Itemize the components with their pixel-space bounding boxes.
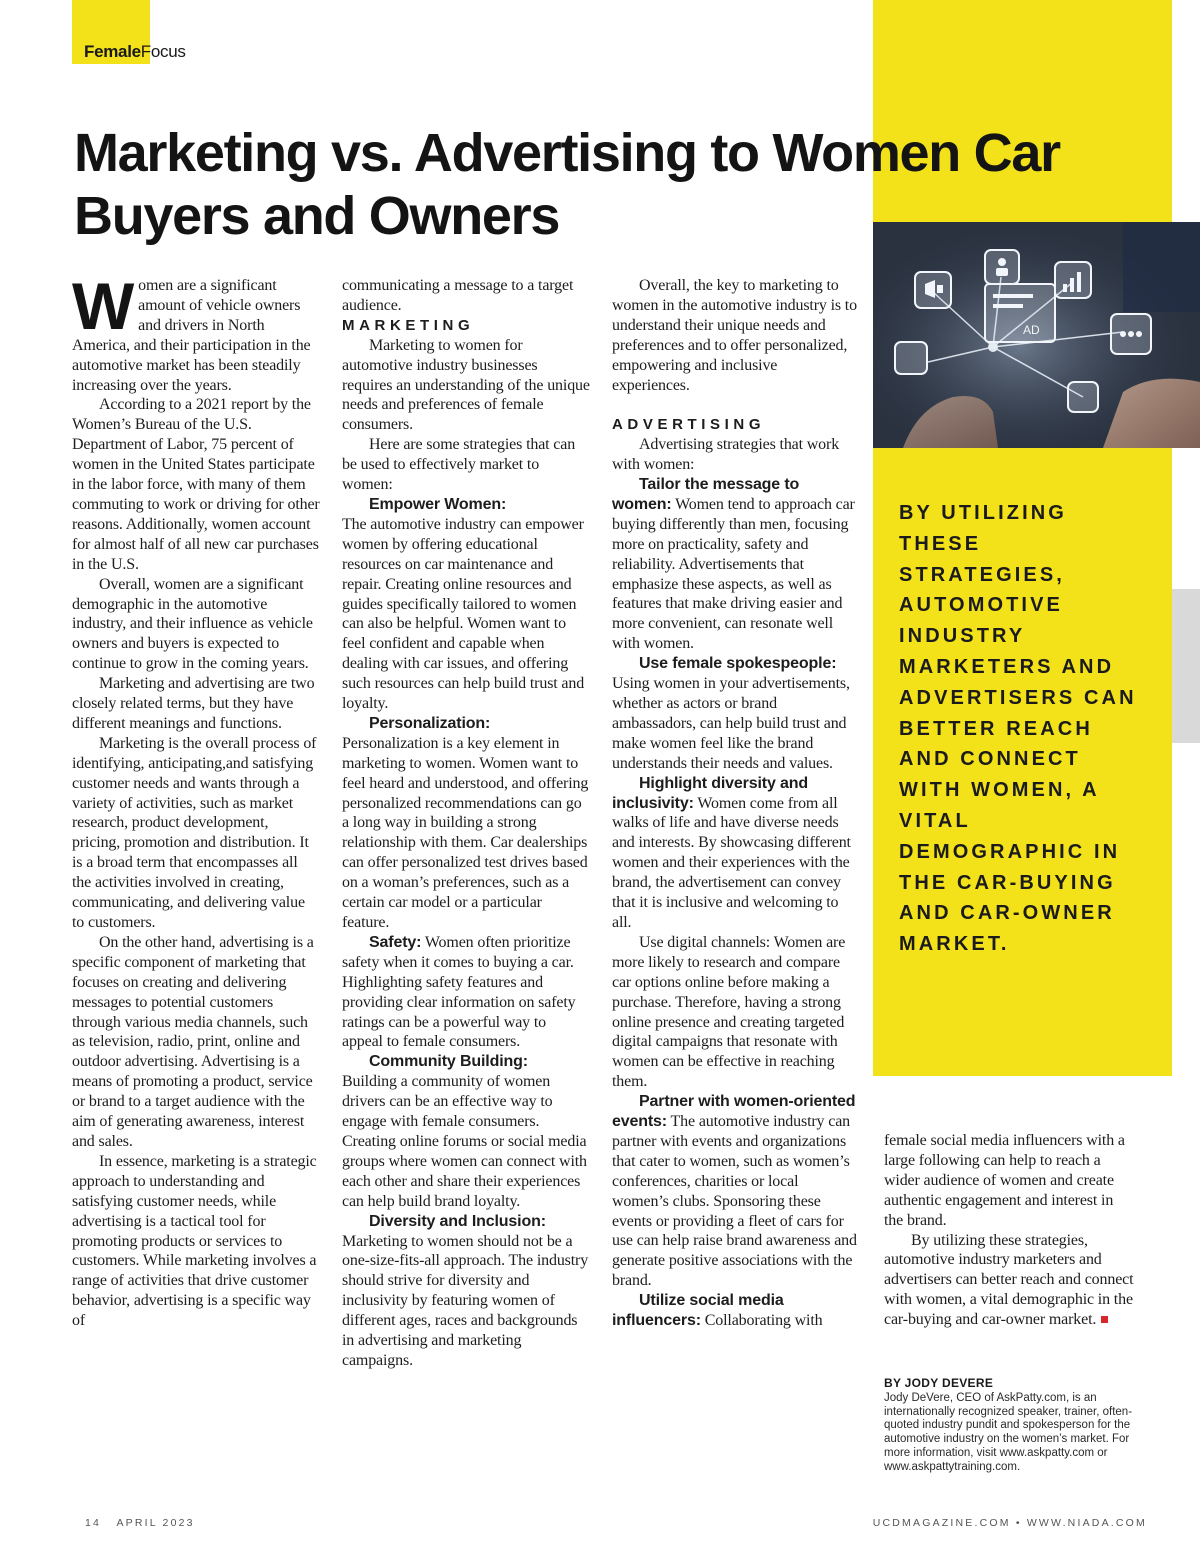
paragraph: Marketing to women for automotive industry businesses requires an understanding of the unique needs and preferences of female consumers. [342, 336, 590, 434]
spacer [612, 395, 858, 415]
digital-marketing-illustration [873, 222, 1200, 448]
strategy-heading-personalization: Personalization: [369, 714, 491, 732]
issue-date: APRIL 2023 [116, 1517, 195, 1529]
ad-strategy-spokespeople [612, 654, 858, 773]
page-edge-band [1172, 589, 1200, 743]
ad-strategy-influencers [612, 1291, 858, 1331]
paragraph: Overall, women are a significant demographic in the automotive industry, and their influence as vehicle owners and buyers is expected to continue to grow in the coming years. [72, 575, 313, 673]
paragraph-intro-text: omen are a significant amount of vehicle owners and drivers in North America, and their participation in the automotive market has been steadily increasing over the years. [72, 277, 311, 394]
ad-heading-tailor: Tailor the message to women: [612, 476, 800, 513]
paragraph: According to a 2021 report by the Women’s Bureau of the U.S. Department of Labor, 75 percent of women in the United States participate in the labor force, with many of them commuting to work or driving for other reasons. Additionally, women account for almost half of all new car purchases in the U.S. [72, 396, 320, 573]
strategy-heading-safety: Safety: [369, 933, 422, 951]
strategy-body-diversity: Marketing to women should not be a one-size-fits-all approach. The industry should strive for diversity and inclusivity by featuring women of different ages, races and backgrounds in advertising and marketing campaigns. [342, 1232, 589, 1369]
ad-body-influencers: Collaborating with [704, 1312, 823, 1330]
article-column-3 [612, 276, 858, 1331]
strategy-body-safety: Women often prioritize safety when it comes to buying a car. Highlighting safety features and providing clear information on safety ratings can be a powerful way to appeal to female consumers. [342, 933, 576, 1051]
page-number: 14 [85, 1517, 102, 1529]
ad-heading-spokespeople: Use female spokespeople: [639, 655, 837, 673]
pull-quote: BY UTILIZING THESE STRATEGIES, AUTOMOTIVE INDUSTRY MARKETERS AND ADVERTISERS CAN BETTER REACH AND CONNECT WITH WOMEN, A VITAL DEMOGRAPHIC IN THE CAR-BUYING AND CAR-OWNER MARKET. [899, 502, 1137, 956]
footer-folio [85, 1517, 195, 1529]
strategy-heading-diversity: Diversity and Inclusion: [369, 1212, 546, 1230]
closing-text: By utilizing these strategies, automotive industry marketers and advertisers can better reach and connect with women, a vital demographic in the car-buying and car-owner market. [884, 1231, 1134, 1329]
section-label-rest: Focus [140, 42, 186, 61]
paragraph: Marketing is the overall process of identifying, anticipating,and satisfying customer needs and wants through a variety of activities, such as market research, product development, pricing, promotion and distribution. It is a broad term that encompasses all the activities involved in creating, communicating, and delivering value to customers. [72, 734, 317, 931]
paragraph: Advertising strategies that work with women: [612, 436, 840, 474]
paragraph: On the other hand, advertising is a specific component of marketing that focuses on creating and delivering messages to potential customers through various media channels, such as television, radio, print, online and outdoor advertising. Advertising is a means of promoting a product, service or brand to a target audience with the aim of generating awareness, interest and sales. [72, 933, 314, 1150]
paragraph: Marketing and advertising are two closely related terms, but they have different meanings and functions. [72, 675, 315, 732]
article-photo [873, 222, 1200, 448]
ad-body-spokespeople: Using women in your advertisements, whether as actors or brand ambassadors, can help build trust and make women feel like the brand understands their needs and values. [612, 675, 850, 772]
ad-icon-label: AD [1023, 323, 1040, 337]
strategy-safety [342, 933, 590, 1052]
paragraph-continued: communicating a message to a target audience. [342, 277, 574, 314]
ad-body-diversity: Women come from all walks of life and have diverse needs and interests. By showcasing different women and their experiences with the brand, the advertisement can convey that it is inclusive and welcoming to all. [612, 794, 851, 931]
ad-strategy-events [612, 1092, 858, 1291]
ad-body-tailor: Women tend to approach car buying differently than men, focusing more on practicality, safety and reliability. Advertisements that emphasize these aspects, as well as features that make driving easier and more convenient, can resonate well with women. [612, 495, 855, 653]
section-label-bold: Female [84, 42, 141, 61]
ad-strategy-tailor [612, 475, 858, 654]
article-column-1 [72, 269, 320, 1331]
strategy-body-personalization: Personalization is a key element in marketing to women. Women want to feel heard and understood, and offering personalized recommendations can go a long way in building a strong relationship with them. Car dealerships can offer personalized test drives based on a woman’s preferences, such as a certain car model or a particular feature. [342, 734, 589, 931]
paragraph: Here are some strategies that can be used to effectively market to women: [342, 436, 576, 494]
author-byline [884, 1376, 1146, 1474]
strategy-heading-community: Community Building: [369, 1053, 528, 1071]
ad-heading-events: Partner with women-oriented events: [612, 1093, 856, 1131]
ad-strategy-digital: Use digital channels: Women are more likely to research and compare car options online before making a purchase. Therefore, having a strong online presence and creating targeted digital campaigns that resonate with women can be effective in reaching them. [612, 933, 846, 1091]
author-name: BY JODY DEVERE [884, 1376, 994, 1390]
footer-websites: UCDMAGAZINE.COM • WWW.NIADA.COM [872, 1517, 1147, 1529]
article-column-4 [884, 1131, 1134, 1330]
strategy-heading-empower: Empower Women: [369, 495, 507, 513]
end-mark-icon [1101, 1316, 1108, 1323]
paragraph-closing [884, 1231, 1134, 1331]
ad-strategy-diversity [612, 774, 858, 933]
strategy-body-community: Building a community of women drivers can be an effective way to engage with female consumers. Creating online forums or social media groups where women can connect with each other and share their experiences can help build brand loyalty. [342, 1073, 587, 1210]
marketing-heading: MARKETING [342, 316, 475, 334]
paragraph-intro [72, 269, 320, 395]
paragraph: In essence, marketing is a strategic approach to understanding and satisfying customer needs, while advertising is a tactical tool for promoting products or services to customers. While marketing involves a range of activities that drive customer behavior, advertising is a specific way of [72, 1152, 317, 1330]
ad-heading-diversity: Highlight diversity and inclusivity: [612, 774, 809, 812]
article-title: Marketing vs. Advertising to Women Car Buyers and Owners [74, 123, 1060, 246]
advertising-heading: ADVERTISING [612, 416, 766, 434]
ad-body-events: The automotive industry can partner with events and organizations that cater to women, such as women’s conferences, charities or local women’s clubs. Sponsoring these events or providing a fleet of cars for use can help raise brand awareness and generate positive associations with the brand. [612, 1113, 857, 1290]
paragraph-continued: female social media influencers with a large following can help to reach a wider audience of women and create authentic engagement and interest in the brand. [884, 1132, 1125, 1229]
drop-cap: W [72, 269, 135, 343]
strategy-body-empower: The automotive industry can empower women by offering educational resources on car maintenance and repair. Creating online resources and guides specifically tailored to women can also be helpful. Women want to feel confident and capable when dealing with car issues, and offering such resources can help build trust and loyalty. [342, 515, 585, 713]
author-bio: Jody DeVere, CEO of AskPatty.com, is an internationally recognized speaker, trainer, often-quoted industry pundit and spokesperson for the automotive industry on the women’s market. For more information, visit www.askpatty.com or www.askpattytraining.com. [884, 1392, 1133, 1473]
ad-heading-influencers: Utilize social media influencers: [612, 1292, 784, 1330]
paragraph: Overall, the key to marketing to women in the automotive industry is to understand their unique needs and preferences and to offer personalized, empowering and inclusive experiences. [612, 277, 857, 394]
section-label [84, 42, 186, 62]
article-column-2 [342, 276, 590, 1371]
